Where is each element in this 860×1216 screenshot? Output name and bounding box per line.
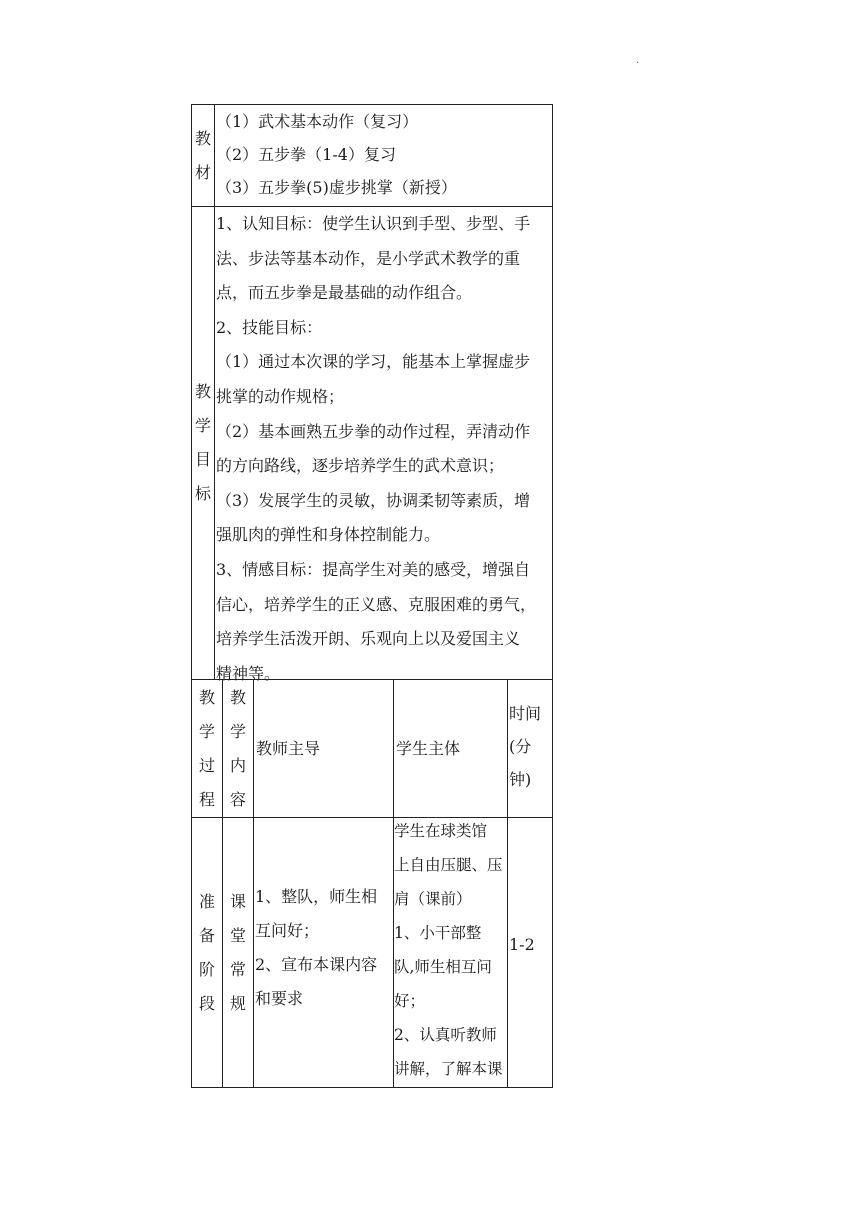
- header-char: 教: [229, 687, 246, 707]
- objective-line: 3、情感目标：提高学生对美的感受，增强自: [216, 559, 531, 579]
- label-char: 教: [194, 128, 211, 148]
- label-char: 目: [194, 450, 211, 469]
- header-time: [509, 697, 551, 796]
- label-char: 学: [194, 416, 211, 435]
- row-content: [223, 818, 253, 1088]
- student-line: 1、小干部整: [394, 924, 482, 942]
- row-teacher: [255, 880, 393, 1016]
- stage-char: 备: [198, 926, 215, 945]
- student-line: 讲解，了解本课: [394, 1060, 503, 1078]
- objective-line: 1、认知目标：使学生认识到手型、步型、手: [216, 214, 531, 233]
- teacher-line: 2、宣布本课内容: [255, 955, 378, 974]
- column-divider: [253, 680, 254, 1087]
- header-process: [192, 680, 222, 817]
- stage-char: 段: [198, 994, 215, 1013]
- teacher-line: 互问好；: [255, 921, 320, 940]
- header-char: 容: [229, 789, 246, 809]
- student-line: 上自由压腿、压: [394, 856, 503, 874]
- textbook-items: [214, 105, 552, 204]
- content-char: 规: [229, 994, 246, 1013]
- student-line: 队,师生相互问: [394, 958, 492, 976]
- objective-line: 精神等。: [216, 663, 281, 683]
- objective-line: 法、步法等基本动作，是小学武术教学的重: [216, 248, 521, 268]
- header-time-line: 钟): [509, 770, 532, 789]
- textbook-item: （3）五步拳(5)虚步挑掌（新授）: [216, 178, 457, 197]
- student-line: 肩（课前）: [394, 890, 472, 908]
- header-char: 学: [229, 721, 246, 741]
- header-char: 学: [198, 721, 215, 741]
- objective-line: 强肌肉的弹性和身体控制能力。: [216, 525, 441, 545]
- objectives-label: [192, 207, 215, 679]
- textbook-item: （1）武术基本动作（复习）: [216, 112, 419, 131]
- student-line: 学生在球类馆: [394, 822, 488, 840]
- objective-line: 点，而五步拳是最基础的动作组合。: [216, 283, 473, 303]
- column-divider: [507, 680, 508, 1087]
- header-student: 学生主体: [396, 739, 461, 758]
- objective-line: 挑掌的动作规格；: [216, 386, 345, 406]
- header-char: 内: [229, 755, 246, 775]
- content-char: 常: [229, 960, 246, 979]
- page-dot: ·: [636, 58, 640, 69]
- textbook-label: [192, 105, 215, 206]
- row-student: [394, 814, 507, 1086]
- header-char: 程: [198, 789, 215, 809]
- row-stage: [192, 818, 222, 1088]
- row-time: 1-2: [509, 935, 535, 954]
- header-time-line: 时间: [509, 704, 542, 723]
- objective-line: 信心，培养学生的正义感、克服困难的勇气，: [216, 594, 537, 614]
- label-char: 标: [194, 484, 211, 503]
- header-char: 过: [198, 755, 215, 775]
- textbook-item: （2）五步拳（1-4）复习: [216, 145, 396, 164]
- objectives-section: [191, 206, 553, 683]
- label-char: 材: [194, 162, 211, 182]
- objective-line: 2、技能目标：: [216, 317, 323, 337]
- content-char: 课: [229, 892, 246, 911]
- process-table: [191, 679, 553, 1088]
- objective-line: （3）发展学生的灵敏，协调柔韧等素质，增: [216, 490, 531, 510]
- objectives-text: [214, 207, 552, 691]
- objective-line: 的方向路线，逐步培养学生的武术意识；: [216, 456, 505, 476]
- header-time-line: (分: [509, 737, 532, 756]
- header-content: [223, 680, 253, 817]
- label-char: 教: [194, 382, 211, 401]
- objective-line: 培养学生活泼开朗、乐观向上以及爱国主义: [216, 629, 521, 649]
- header-char: 教: [198, 687, 215, 707]
- textbook-section: [191, 104, 553, 207]
- objective-line: （1）通过本次课的学习，能基本上掌握虚步: [216, 352, 531, 372]
- student-line: 好；: [394, 992, 426, 1010]
- teacher-line: 和要求: [255, 989, 304, 1008]
- header-teacher: 教师主导: [256, 739, 321, 758]
- content-char: 堂: [229, 926, 246, 945]
- stage-char: 准: [198, 892, 215, 911]
- student-line: 2、认真听教师: [394, 1026, 497, 1044]
- stage-char: 阶: [198, 960, 215, 979]
- objective-line: （2）基本画熟五步拳的动作过程，弄清动作: [216, 421, 531, 441]
- teacher-line: 1、整队，师生相: [255, 887, 378, 906]
